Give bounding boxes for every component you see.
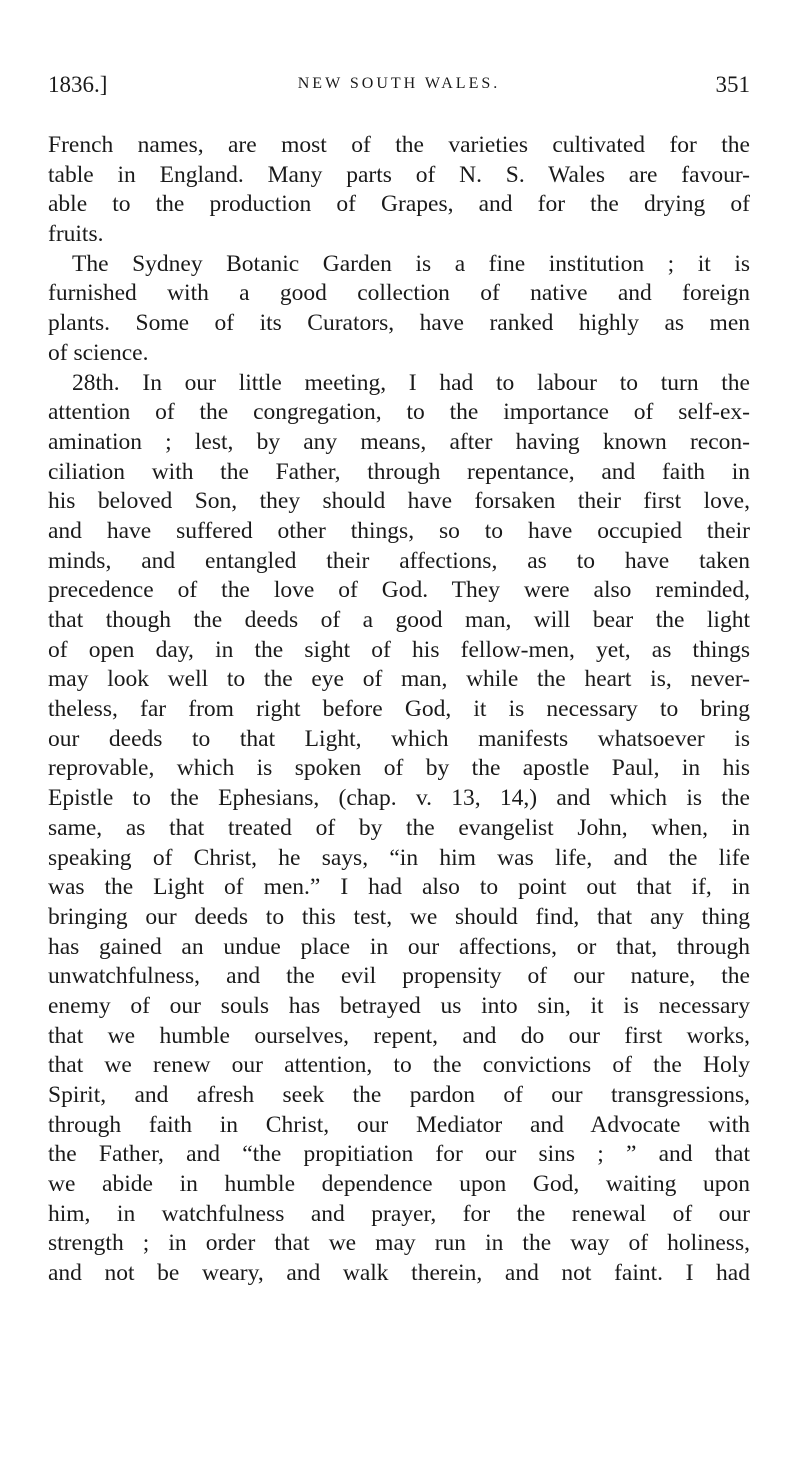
text-line: fruits. [48, 221, 104, 248]
text-line: that we renew our attention, to the convictions of the Holy [48, 1052, 750, 1079]
text-line: precedence of the love of God. They were also reminded, [48, 577, 750, 604]
book-page [48, 72, 750, 1289]
text-line: unwatchfulness, and the evil propensity of our nature, the [48, 963, 750, 990]
page-number: 351 [715, 72, 750, 97]
text-line: strength ; in order that we may run in the way of holiness, [48, 1230, 750, 1257]
text-line: of science. [48, 339, 149, 366]
body-text [48, 131, 750, 1289]
text-line: furnished with a good collection of native and foreign [48, 280, 750, 307]
text-line: Spirit, and afresh seek the pardon of our transgressions, [48, 1082, 750, 1108]
text-line: and have suffered other things, so to have occupied their [48, 517, 750, 544]
text-line: speaking of Christ, he says, “in him was life, and the life [48, 844, 750, 871]
text-line: plants. Some of its Curators, have ranked highly as men [48, 310, 750, 337]
text-line: reprovable, which is spoken of by the apostle Paul, in his [48, 755, 750, 782]
text-line: that though the deeds of a good man, will bear the light [48, 607, 750, 633]
text-line: was the Light of men.” I had also to point out that if, in [48, 874, 750, 901]
text-line: attention of the congregation, to the importance of self-ex- [48, 399, 750, 426]
text-line: minds, and entangled their affections, as to have taken [48, 547, 750, 574]
text-line: him, in watchfulness and prayer, for the renewal of our [48, 1200, 750, 1227]
text-line: his beloved Son, they should have forsaken their first love, [48, 488, 750, 515]
text-line: bringing our deeds to this test, we should find, that any thing [48, 903, 750, 930]
text-line: ciliation with the Father, through repentance, and faith in [48, 458, 750, 485]
text-line: Epistle to the Ephesians, (chap. v. 13, 14,) and which is the [48, 785, 750, 812]
text-line: the Father, and “the propitiation for our sins ; ” and that [48, 1141, 750, 1168]
text-line: may look well to the eye of man, while the heart is, never- [48, 666, 750, 693]
text-line: able to the production of Grapes, and for the drying of [48, 191, 750, 218]
running-head [48, 72, 750, 108]
text-line: theless, far from right before God, it is necessary to bring [48, 696, 750, 723]
running-head-year: 1836.] [48, 72, 108, 97]
text-line: French names, are most of the varieties cultivated for the [48, 132, 750, 158]
text-line: through faith in Christ, our Mediator and Advocate with [48, 1111, 750, 1138]
text-line: 28th. In our little meeting, I had to labour to turn the [72, 369, 750, 396]
text-line: of open day, in the sight of his fellow-men, yet, as things [48, 636, 750, 663]
running-head-title: NEW SOUTH WALES. [297, 75, 501, 92]
text-line: has gained an undue place in our affections, or that, through [48, 933, 750, 960]
text-line: enemy of our souls has betrayed us into sin, it is necessary [48, 992, 750, 1019]
text-line: and not be weary, and walk therein, and not faint. I had [48, 1260, 750, 1287]
text-line: amination ; lest, by any means, after having known recon- [48, 428, 750, 455]
text-line: our deeds to that Light, which manifests whatsoever is [48, 725, 750, 752]
text-line: same, as that treated of by the evangelist John, when, in [48, 814, 750, 841]
text-line: we abide in humble dependence upon God, waiting upon [48, 1171, 750, 1198]
text-line: The Sydney Botanic Garden is a fine institution ; it is [72, 250, 750, 277]
text-line: that we humble ourselves, repent, and do our first works, [48, 1022, 750, 1049]
text-line: table in England. Many parts of N. S. Wales are favour- [48, 161, 750, 188]
